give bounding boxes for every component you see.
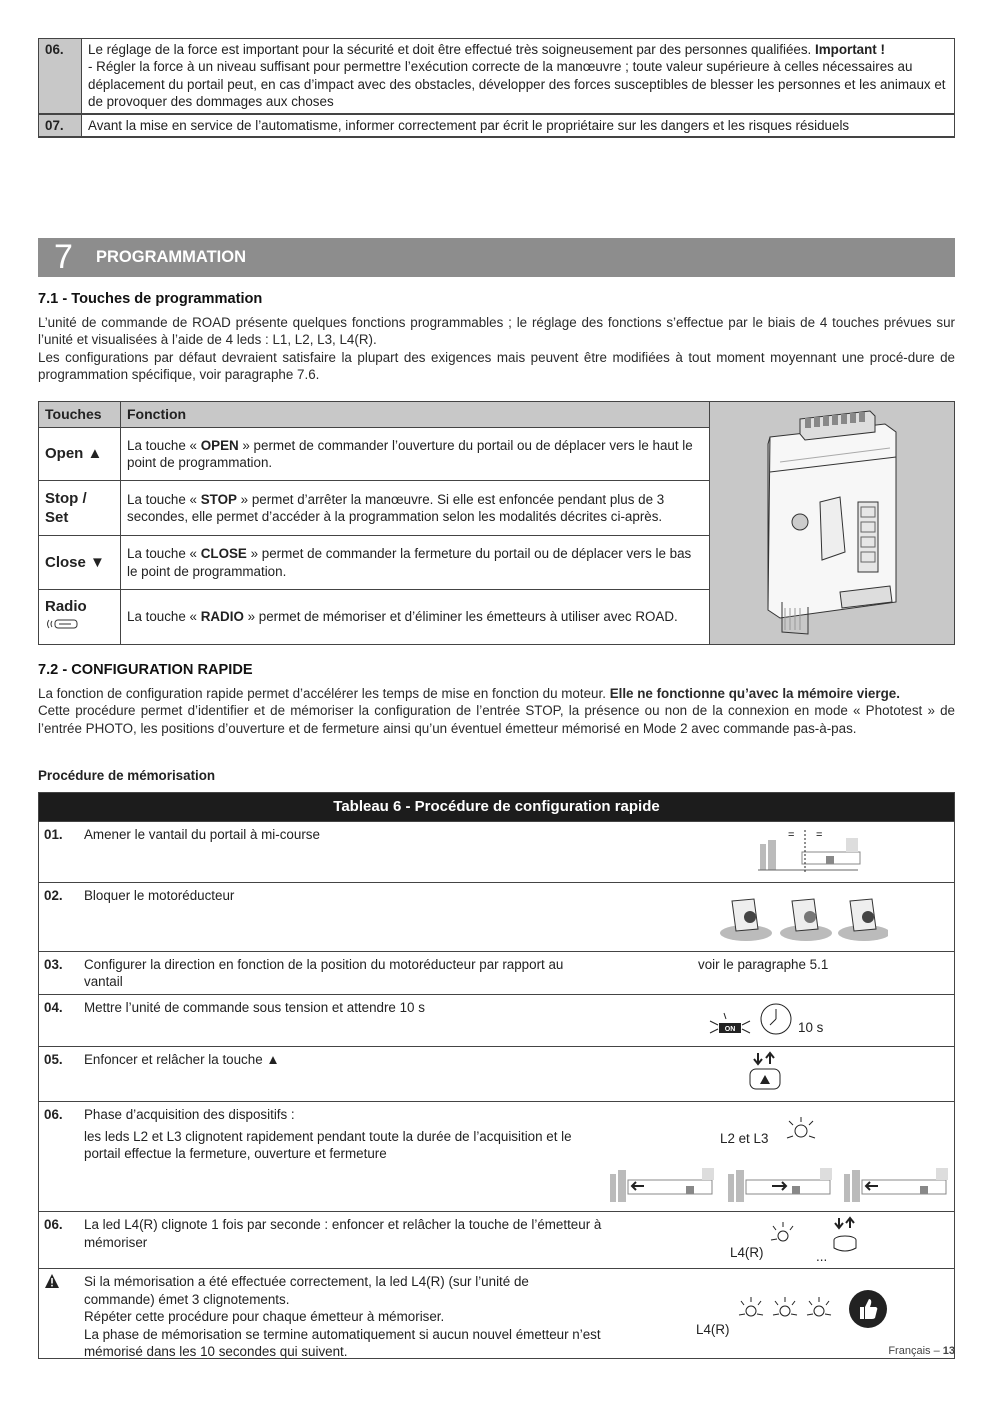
table-row (39, 39, 955, 114)
table-title: Tableau 6 - Procédure de configuration rapide (38, 793, 955, 822)
key-function: La touche « STOP » permet d’arrêter la manœuvre. Si elle est enfoncée pendant plus de 3 secondes, elle permet d’accéder à la programmation selon les modalités décrites ci-après. (121, 481, 710, 536)
heading-7-1: 7.1 - Touches de programmation (38, 291, 263, 307)
row-text: Avant la mise en service de l’automatisme, informer correctement par écrit le propriétaire sur les dangers et les risques résiduels (82, 114, 955, 137)
table-row (39, 114, 955, 137)
control-unit-illustration (710, 402, 954, 640)
svg-text:ON: ON (724, 1026, 736, 1034)
table-row: 06. La led L4(R) clignote 1 fois par seconde : enfoncer et relâcher la touche de l’émetteur à mémoriser L4(R) ... (38, 1212, 955, 1269)
safety-table (38, 38, 955, 138)
clock-icon (758, 1001, 794, 1037)
led-label: L4(R) (730, 1245, 764, 1261)
power-on-icon (706, 1005, 754, 1039)
ellipsis: ... (816, 1249, 828, 1265)
warning-icon (44, 1273, 60, 1289)
key-close: Close ▼ (39, 536, 121, 589)
key-function: La touche « OPEN » permet de commander l’ouverture du portail ou de déplacer vers le haut le point de programmation. (121, 427, 710, 480)
blinking-led-icon (784, 1116, 818, 1146)
section-banner (38, 238, 955, 277)
section-title: PROGRAMMATION (96, 248, 247, 266)
svg-text:=: = (816, 828, 823, 841)
thumbs-up-icon (848, 1289, 888, 1329)
key-radio: Radio (39, 589, 121, 644)
gate-movement-sequence-icon (608, 1168, 948, 1206)
table-row: 02. Bloquer le motoréducteur (38, 882, 955, 951)
row-number: 07. (39, 114, 82, 137)
table-row: 05. Enfoncer et relâcher la touche ▲ (38, 1047, 955, 1102)
leds-label: L2 et L3 (720, 1131, 769, 1147)
row-text: Le réglage de la force est important pour la sécurité et doit être effectué très soigneusement par des personnes qualifiées. Important ! - Régler la force à un niveau suffisant pour permettre l’exécution correcte de la manœuvre ; toute valeur supérieure à celles nécessaires au déplacement du portail peut, en cas d’impact avec des obstacles, développer des forces susceptibles de blesser les personnes et les animaux et de provoquer des dommages aux choses (82, 39, 955, 114)
paragraph: L’unité de commande de ROAD présente quelques fonctions programmables ; le réglage des fonctions s’effectue par le biais de 4 touches prévues sur l’unité et visualisées à l’aide de 4 leds : L1, L2, L3, L4(R). Les configurations par défaut devraient satisfaire la plupart des exigences mais peuvent être modifiées à tout moment moyennant une procé-dure de programmation spécifique, voir paragraphe 7.6. (38, 315, 955, 383)
see-paragraph-text: voir le paragraphe 5.1 (698, 956, 829, 972)
svg-text:=: = (788, 828, 795, 841)
triple-blink-icon (736, 1295, 836, 1325)
remote-button-press-icon (830, 1216, 860, 1256)
key-open: Open ▲ (39, 427, 121, 480)
row-number: 06. (39, 39, 82, 114)
led-label: L4(R) (696, 1322, 730, 1338)
control-unit-image (710, 402, 955, 645)
gate-halfway-icon (758, 828, 868, 874)
table-row: 04. Mettre l’unité de commande sous tension et attendre 10 s ON 10 s (38, 995, 955, 1047)
radio-remote-icon (45, 617, 79, 631)
key-stop-set: Stop / Set (39, 481, 121, 536)
table-row: Si la mémorisation a été effectuée correctement, la led L4(R) (sur l’unité de commande) émet 3 clignotements. Répéter cette procédure pour chaque émetteur à mémoriser. La phase de mémorisation se termine automatiquement si aucun nouvel émetteur n’est mémorisé dans les 10 secondes qui suivent. L4(R) (38, 1269, 955, 1365)
table-row: 03. Configurer la direction en fonction de la position du motoréducteur par rapport au vantail voir le paragraphe 5.1 (38, 951, 955, 995)
keys-table (38, 401, 955, 645)
table-row: 01. Amener le vantail du portail à mi-course = = (38, 821, 955, 882)
page-number: 13 (942, 1345, 955, 1357)
quick-config-table (38, 792, 955, 1364)
paragraph: La fonction de configuration rapide permet d’accélérer les temps de mise en fonction du moteur. Elle ne fonctionne qu’avec la mémoire vierge. Cette procédure permet d’identifier et de mémoriser la configuration de l’entrée STOP, la présence ou non de la connexion en mode « Phototest » de l’entrée PHOTO, les positions d’ouverture et de fermeture ainsi qu’un éventuel émetteur mémorisé en Mode 2 avec commande pas-à-pas. (38, 686, 955, 736)
key-function: La touche « CLOSE » permet de commander la fermeture du portail ou de déplacer vers le bas le point de programmation. (121, 536, 710, 589)
subheading: Procédure de mémorisation (38, 768, 216, 783)
section-number: 7 (54, 238, 73, 276)
table-header: Touches Fonction (39, 402, 955, 428)
heading-7-2: 7.2 - CONFIGURATION RAPIDE (38, 662, 253, 678)
motor-unlock-icon (718, 891, 888, 947)
page-footer: Français – 13 (888, 1345, 955, 1357)
wait-time: 10 s (798, 1020, 824, 1036)
blinking-led-icon (768, 1220, 798, 1248)
key-function: La touche « RADIO » permet de mémoriser et d’éliminer les émetteurs à utiliser avec ROAD. (121, 589, 710, 644)
press-open-key-icon (748, 1051, 784, 1095)
table-row: 06. Phase d’acquisition des dispositifs : les leds L2 et L3 clignotent rapidement pendant toute la durée de l’acquisition et le portail effectue la fermeture, ouverture et fermeture L2 et L3 (38, 1102, 955, 1212)
